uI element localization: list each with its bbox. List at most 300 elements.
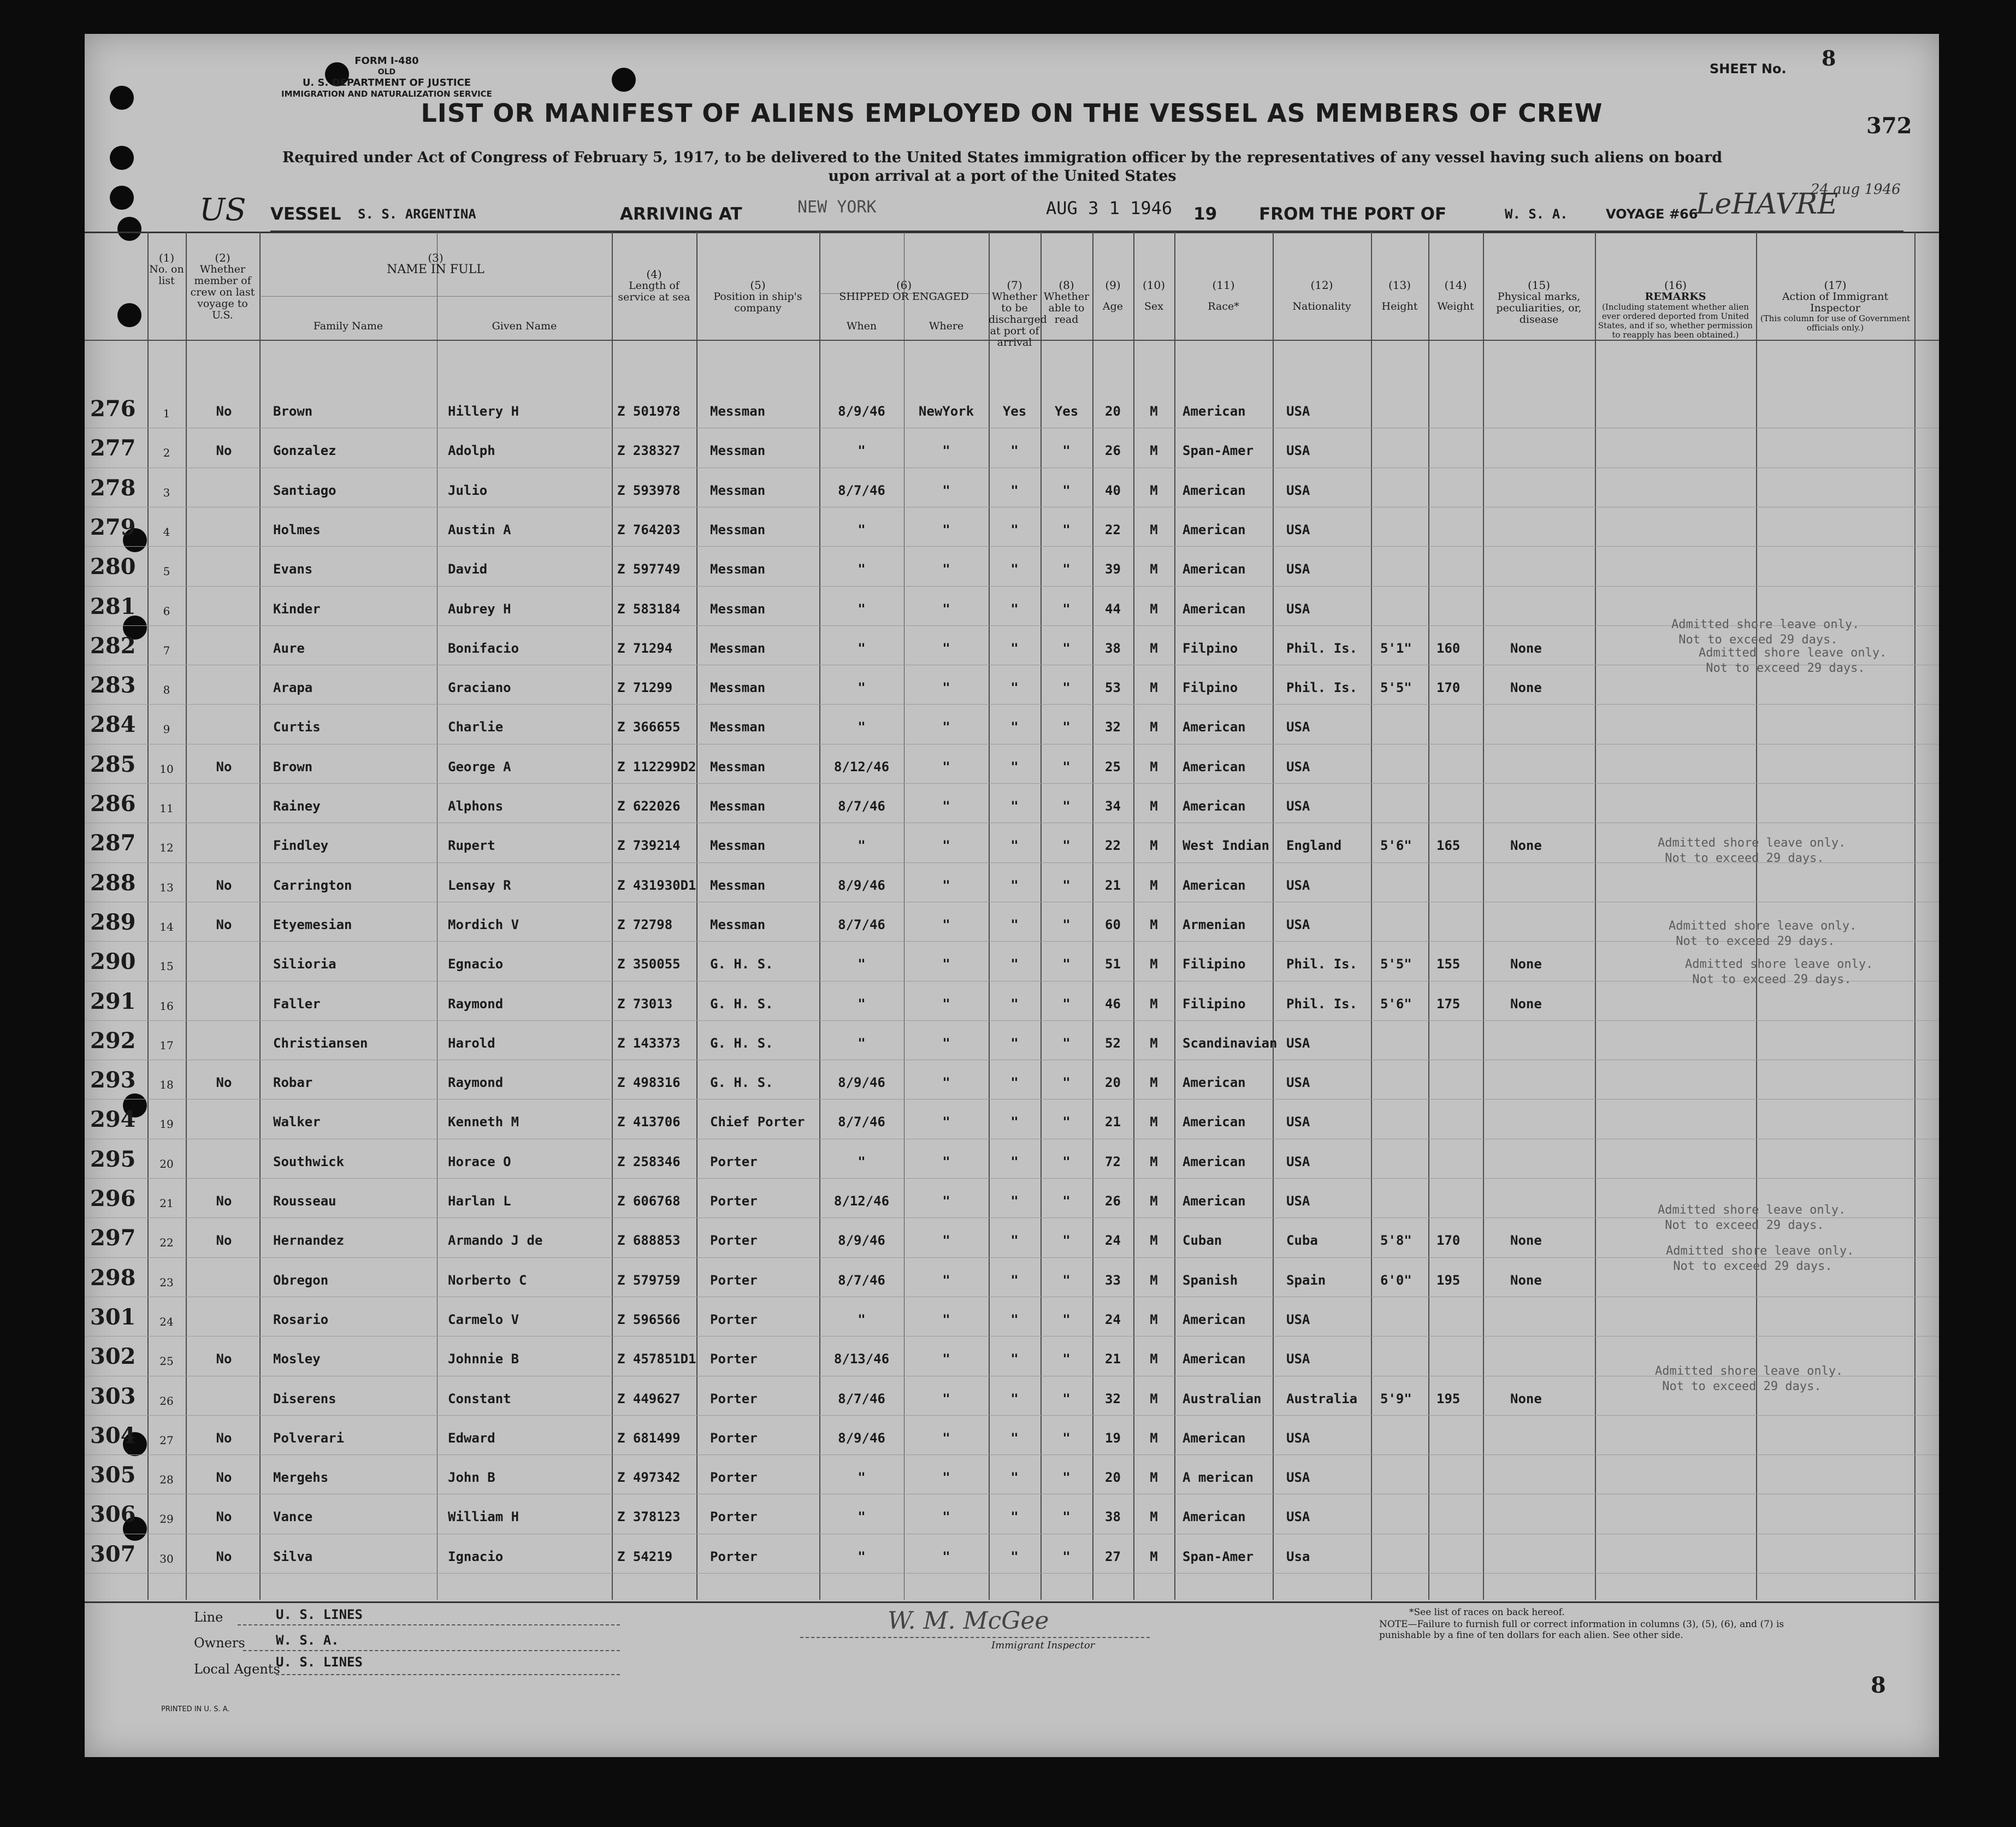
cell-discharged: " xyxy=(1010,759,1019,774)
cell-service: Z 72798 xyxy=(617,917,673,932)
cell-where: " xyxy=(942,799,950,814)
cell-service: Z 54219 xyxy=(617,1548,673,1564)
cell-age: 26 xyxy=(1105,443,1121,459)
remark-stamp: Admitted shore leave only. Not to exceed 29 days. xyxy=(1669,919,1857,948)
table-row xyxy=(85,431,1939,470)
list-number: 13 xyxy=(159,880,174,894)
owners-label: Owners xyxy=(194,1635,245,1651)
col-head-11: (11) Race* xyxy=(1208,279,1239,312)
cell-height: 5'1" xyxy=(1380,640,1412,656)
cell-age: 21 xyxy=(1105,1114,1121,1130)
sheet-entry-number: 303 xyxy=(90,1383,136,1409)
list-number: 15 xyxy=(159,960,174,973)
cell-age: 22 xyxy=(1105,522,1121,537)
cell-sex: M xyxy=(1150,1154,1158,1169)
cell-position: Porter xyxy=(710,1233,758,1249)
cell-marks: None xyxy=(1510,838,1542,854)
cell-race: Filipino xyxy=(1183,956,1246,972)
cell-discharged: " xyxy=(1010,601,1019,617)
cell-last: No xyxy=(216,1509,232,1525)
cell-marks: None xyxy=(1510,1233,1542,1249)
table-row xyxy=(85,944,1939,984)
sheet-entry-number: 294 xyxy=(90,1107,136,1133)
cell-when: 8/12/46 xyxy=(833,1193,890,1209)
cell-when: 8/12/46 xyxy=(833,759,890,774)
cell-where: " xyxy=(942,1272,950,1288)
cell-when: 8/7/46 xyxy=(838,1114,885,1130)
cell-where: " xyxy=(942,1509,950,1525)
cell-sex: M xyxy=(1150,640,1158,656)
cell-where: " xyxy=(942,1075,950,1091)
cell-nationality: USA xyxy=(1286,1430,1310,1446)
cell-nationality: USA xyxy=(1286,482,1310,498)
cell-age: 21 xyxy=(1105,1351,1121,1367)
cell-given: Austin A xyxy=(448,522,511,537)
cell-given: Kenneth M xyxy=(448,1114,519,1130)
cell-read: " xyxy=(1062,561,1071,577)
cell-sex: M xyxy=(1150,1075,1158,1091)
cell-position: Porter xyxy=(710,1154,758,1169)
cell-discharged: " xyxy=(1010,1233,1019,1249)
cell-weight: 175 xyxy=(1436,996,1461,1012)
cell-family: Vance xyxy=(273,1509,313,1525)
cell-age: 33 xyxy=(1105,1272,1121,1288)
cell-race: American xyxy=(1183,1193,1246,1209)
list-number: 9 xyxy=(163,723,170,736)
cell-height: 5'6" xyxy=(1380,996,1412,1012)
cell-sex: M xyxy=(1150,1391,1158,1406)
cell-race: American xyxy=(1183,404,1246,419)
remark-stamp: Admitted shore leave only. Not to exceed 29 days. xyxy=(1658,1203,1846,1232)
col-head-10: (10) Sex xyxy=(1142,279,1166,312)
cell-age: 38 xyxy=(1105,640,1121,656)
cell-when: " xyxy=(858,640,866,656)
cell-discharged: " xyxy=(1010,680,1019,696)
remark-stamp: Admitted shore leave only. Not to exceed 29 days. xyxy=(1655,1364,1843,1393)
cell-age: 38 xyxy=(1105,1509,1121,1525)
cell-sex: M xyxy=(1150,1114,1158,1130)
cell-age: 22 xyxy=(1105,838,1121,854)
cell-nationality: England xyxy=(1286,838,1342,854)
cell-position: Messman xyxy=(710,917,766,932)
sheet-entry-number: 306 xyxy=(90,1501,136,1528)
cell-last: No xyxy=(216,877,232,893)
cell-family: Kinder xyxy=(273,601,321,617)
cell-when: " xyxy=(858,680,866,696)
cell-nationality: USA xyxy=(1286,1311,1310,1327)
cell-family: Rainey xyxy=(273,799,321,814)
cell-service: Z 498316 xyxy=(617,1075,681,1091)
cell-age: 25 xyxy=(1105,759,1121,774)
cell-age: 53 xyxy=(1105,680,1121,696)
cell-given: Julio xyxy=(448,482,488,498)
cell-age: 20 xyxy=(1105,1470,1121,1486)
cell-service: Z 579759 xyxy=(617,1272,681,1288)
cell-family: Rosario xyxy=(273,1311,329,1327)
col-head-12: (12) Nationality xyxy=(1292,279,1351,312)
cell-age: 72 xyxy=(1105,1154,1121,1169)
cell-position: Messman xyxy=(710,482,766,498)
cell-where: " xyxy=(942,1470,950,1486)
cell-where: " xyxy=(942,1114,950,1130)
cell-service: Z 449627 xyxy=(617,1391,681,1406)
list-number: 21 xyxy=(159,1197,174,1210)
cell-service: Z 378123 xyxy=(617,1509,681,1525)
cell-service: Z 71294 xyxy=(617,640,673,656)
cell-discharged: " xyxy=(1010,1154,1019,1169)
cell-race: Filpino xyxy=(1183,640,1238,656)
document-title: LIST OR MANIFEST OF ALIENS EMPLOYED ON THE VESSEL AS MEMBERS OF CREW xyxy=(421,98,1603,128)
cell-nationality: Australia xyxy=(1286,1391,1358,1406)
cell-service: Z 350055 xyxy=(617,956,681,972)
table-row xyxy=(85,471,1939,510)
cell-where: " xyxy=(942,522,950,537)
form-identifier xyxy=(281,56,492,99)
cell-race: American xyxy=(1183,561,1246,577)
list-number: 7 xyxy=(163,643,170,657)
col-head-4: (4) Length of service at sea xyxy=(618,268,690,303)
col-head-family: Family Name xyxy=(313,320,383,332)
cell-last: No xyxy=(216,917,232,932)
form-sub: OLD xyxy=(377,68,396,76)
cell-sex: M xyxy=(1150,719,1158,735)
cell-given: David xyxy=(448,561,488,577)
list-number: 24 xyxy=(159,1315,174,1328)
cell-race: Australian xyxy=(1183,1391,1262,1406)
sheet-entry-number: 304 xyxy=(90,1422,136,1448)
cell-race: American xyxy=(1183,1075,1246,1091)
cell-nationality: Phil. Is. xyxy=(1286,956,1358,972)
arriving-port: NEW YORK xyxy=(797,198,877,217)
sheet-entry-number: 284 xyxy=(90,712,136,738)
cell-when: 8/9/46 xyxy=(838,1430,885,1446)
cell-when: " xyxy=(858,601,866,617)
cell-weight: 170 xyxy=(1436,680,1461,696)
cell-read: " xyxy=(1062,640,1071,656)
cell-read: " xyxy=(1062,1035,1071,1051)
cell-when: 8/7/46 xyxy=(838,799,885,814)
col-head-where: Where xyxy=(929,320,964,332)
cell-race: American xyxy=(1183,1154,1246,1169)
sheet-entry-number: 307 xyxy=(90,1541,136,1567)
cell-discharged: " xyxy=(1010,799,1019,814)
agents-value: U. S. LINES xyxy=(276,1654,363,1670)
cell-discharged: " xyxy=(1010,1430,1019,1446)
sheet-entry-number: 285 xyxy=(90,751,136,777)
cell-read: " xyxy=(1062,680,1071,696)
cell-age: 32 xyxy=(1105,1391,1121,1406)
cell-position: Porter xyxy=(710,1548,758,1564)
cell-weight: 170 xyxy=(1436,1233,1461,1249)
cell-position: G. H. S. xyxy=(710,996,773,1012)
cell-where: " xyxy=(942,1035,950,1051)
cell-nationality: USA xyxy=(1286,561,1310,577)
cell-given: Adolph xyxy=(448,443,495,459)
document-subtitle: Required under Act of Congress of February 5, 1917, to be delivered to the United States immigration officer by the representatives of any vessel having such aliens on board upon arrival at a port of the United States xyxy=(282,149,1723,185)
col-head-2: (2) Whether member of crew on last voyage to U.S. xyxy=(190,251,255,321)
cell-position: Porter xyxy=(710,1272,758,1288)
owners-value: W. S. A. xyxy=(276,1633,339,1648)
cell-discharged: " xyxy=(1010,917,1019,932)
cell-where: " xyxy=(942,680,950,696)
cell-position: Messman xyxy=(710,561,766,577)
cell-age: 20 xyxy=(1105,404,1121,419)
cell-sex: M xyxy=(1150,1233,1158,1249)
cell-read: " xyxy=(1062,522,1071,537)
races-note: *See list of races on back hereof. xyxy=(1409,1607,1565,1618)
table-row xyxy=(85,747,1939,787)
sheet-entry-number: 292 xyxy=(90,1027,136,1054)
cell-race: American xyxy=(1183,759,1246,774)
sheet-entry-number: 278 xyxy=(90,475,136,501)
cell-read: " xyxy=(1062,1233,1071,1249)
cell-read: " xyxy=(1062,1154,1071,1169)
cell-service: Z 431930D1 xyxy=(617,877,696,893)
cell-given: Carmelo V xyxy=(448,1311,519,1327)
cell-family: Evans xyxy=(273,561,313,577)
cell-discharged: " xyxy=(1010,443,1019,459)
cell-service: Z 739214 xyxy=(617,838,681,854)
cell-family: Findley xyxy=(273,838,329,854)
cell-when: " xyxy=(858,443,866,459)
list-number: 14 xyxy=(159,920,174,933)
cell-where: " xyxy=(942,1154,950,1169)
remark-stamp: Admitted shore leave only. Not to exceed 29 days. xyxy=(1666,1244,1854,1273)
list-number: 8 xyxy=(163,683,170,697)
cell-service: Z 413706 xyxy=(617,1114,681,1130)
department: U. S. DEPARTMENT OF JUSTICE xyxy=(302,77,471,88)
cell-where: " xyxy=(942,482,950,498)
table-row xyxy=(85,787,1939,826)
cell-service: Z 688853 xyxy=(617,1233,681,1249)
cell-where: " xyxy=(942,956,950,972)
cell-race: West Indian xyxy=(1183,838,1269,854)
from-port: W. S. A. xyxy=(1505,206,1568,222)
cell-where: NewYork xyxy=(918,404,974,419)
punch-hole xyxy=(612,68,636,92)
table-row xyxy=(85,866,1939,905)
cell-given: Egnacio xyxy=(448,956,504,972)
cell-read: " xyxy=(1062,956,1071,972)
table-row xyxy=(85,1142,1939,1181)
cell-nationality: USA xyxy=(1286,1470,1310,1486)
cell-race: American xyxy=(1183,601,1246,617)
cell-where: " xyxy=(942,1233,950,1249)
cell-race: American xyxy=(1183,877,1246,893)
cell-sex: M xyxy=(1150,1193,1158,1209)
cell-given: Mordich V xyxy=(448,917,519,932)
sheet-entry-number: 293 xyxy=(90,1067,136,1093)
cell-age: 46 xyxy=(1105,996,1121,1012)
list-number: 20 xyxy=(159,1157,174,1170)
arriving-label: ARRIVING AT xyxy=(620,204,742,224)
cell-when: " xyxy=(858,1509,866,1525)
cell-sex: M xyxy=(1150,1548,1158,1564)
cell-nationality: USA xyxy=(1286,1351,1310,1367)
cell-given: Alphons xyxy=(448,799,504,814)
sheet-entry-number: 290 xyxy=(90,949,136,975)
sheet-entry-number: 295 xyxy=(90,1146,136,1172)
list-number: 25 xyxy=(159,1355,174,1368)
sheet-entry-number: 298 xyxy=(90,1264,136,1291)
cell-read: " xyxy=(1062,1075,1071,1091)
cell-nationality: USA xyxy=(1286,1193,1310,1209)
cell-family: Curtis xyxy=(273,719,321,735)
cell-nationality: Phil. Is. xyxy=(1286,996,1358,1012)
cell-last: No xyxy=(216,1430,232,1446)
cell-race: American xyxy=(1183,482,1246,498)
voyage-label: VOYAGE # xyxy=(1606,206,1680,222)
cell-sex: M xyxy=(1150,996,1158,1012)
cell-family: Southwick xyxy=(273,1154,345,1169)
cell-last: No xyxy=(216,1075,232,1091)
cell-family: Obregon xyxy=(273,1272,329,1288)
cell-sex: M xyxy=(1150,838,1158,854)
cell-race: Filpino xyxy=(1183,680,1238,696)
cell-given: Graciano xyxy=(448,680,511,696)
cell-position: Porter xyxy=(710,1311,758,1327)
remark-stamp: Admitted shore leave only. Not to exceed 29 days. xyxy=(1685,957,1873,986)
cell-discharged: " xyxy=(1010,522,1019,537)
cell-position: Messman xyxy=(710,877,766,893)
remark-stamp: Admitted shore leave only. Not to exceed 29 days. xyxy=(1658,836,1846,865)
table-row xyxy=(85,629,1939,668)
cell-when: " xyxy=(858,956,866,972)
form-number: FORM I-480 xyxy=(354,55,419,67)
cell-given: Raymond xyxy=(448,996,504,1012)
table-row xyxy=(85,549,1939,589)
cell-nationality: USA xyxy=(1286,719,1310,735)
cell-family: Silioria xyxy=(273,956,336,972)
service: IMMIGRATION AND NATURALIZATION SERVICE xyxy=(281,89,492,99)
cell-when: 8/13/46 xyxy=(833,1351,890,1367)
cell-discharged: " xyxy=(1010,1509,1019,1525)
cell-service: Z 258346 xyxy=(617,1154,681,1169)
cell-where: " xyxy=(942,601,950,617)
table-row xyxy=(85,510,1939,549)
cell-nationality: Phil. Is. xyxy=(1286,680,1358,696)
cell-service: Z 73013 xyxy=(617,996,673,1012)
sheet-entry-number: 296 xyxy=(90,1186,136,1211)
sheet-entry-number: 287 xyxy=(90,830,136,856)
cell-nationality: Cuba xyxy=(1286,1233,1318,1249)
cell-position: Messman xyxy=(710,719,766,735)
cell-when: 8/7/46 xyxy=(838,482,885,498)
cell-when: 8/9/46 xyxy=(838,1075,885,1091)
cell-family: Diserens xyxy=(273,1391,336,1406)
cell-service: Z 593978 xyxy=(617,482,681,498)
sheet-entry-number: 289 xyxy=(90,909,136,935)
cell-sex: M xyxy=(1150,404,1158,419)
cell-when: 8/9/46 xyxy=(838,877,885,893)
cell-when: " xyxy=(858,1311,866,1327)
cell-service: Z 606768 xyxy=(617,1193,681,1209)
cell-read: " xyxy=(1062,1391,1071,1406)
cell-age: 19 xyxy=(1105,1430,1121,1446)
cell-race: American xyxy=(1183,1509,1246,1525)
cell-race: American xyxy=(1183,1311,1246,1327)
cell-when: 8/7/46 xyxy=(838,1272,885,1288)
cell-nationality: USA xyxy=(1286,1114,1310,1130)
cell-race: American xyxy=(1183,719,1246,735)
table-row xyxy=(85,1024,1939,1063)
cell-when: 8/7/46 xyxy=(838,917,885,932)
cell-marks: None xyxy=(1510,680,1542,696)
cell-service: Z 597749 xyxy=(617,561,681,577)
cell-service: Z 112299D2 xyxy=(617,759,696,774)
cell-service: Z 583184 xyxy=(617,601,681,617)
cell-marks: None xyxy=(1510,956,1542,972)
cell-age: 21 xyxy=(1105,877,1121,893)
cell-sex: M xyxy=(1150,443,1158,459)
cell-position: Messman xyxy=(710,838,766,854)
cell-read: " xyxy=(1062,799,1071,814)
col-head-13: (13) Height xyxy=(1381,279,1418,312)
cell-family: Mergehs xyxy=(273,1470,329,1486)
cell-position: G. H. S. xyxy=(710,956,773,972)
col-head-3: (3) NAME IN FULL xyxy=(387,251,484,276)
cell-sex: M xyxy=(1150,1272,1158,1288)
cell-race: Filipino xyxy=(1183,996,1246,1012)
cell-family: Arapa xyxy=(273,680,313,696)
cell-where: " xyxy=(942,1548,950,1564)
cell-family: Faller xyxy=(273,996,321,1012)
cell-where: " xyxy=(942,719,950,735)
cell-read: " xyxy=(1062,601,1071,617)
cell-sex: M xyxy=(1150,1470,1158,1486)
cell-service: Z 366655 xyxy=(617,719,681,735)
cell-discharged: " xyxy=(1010,640,1019,656)
cell-where: " xyxy=(942,640,950,656)
cell-when: " xyxy=(858,522,866,537)
vessel-name: S. S. ARGENTINA xyxy=(358,206,476,222)
cell-discharged: " xyxy=(1010,996,1019,1012)
cell-position: Porter xyxy=(710,1430,758,1446)
sheet-entry-number: 301 xyxy=(90,1304,136,1330)
cell-where: " xyxy=(942,1351,950,1367)
col-head-6: (6) SHIPPED OR ENGAGED xyxy=(839,279,969,303)
col-head-17: (17) Action of Immigrant Inspector (This column for use of Government officials only.) xyxy=(1760,279,1911,333)
cell-given: George A xyxy=(448,759,511,774)
cell-where: " xyxy=(942,996,950,1012)
page-stamp: 372 xyxy=(1866,113,1912,139)
cell-service: Z 681499 xyxy=(617,1430,681,1446)
sheet-entry-number: 277 xyxy=(90,435,136,462)
cell-given: Edward xyxy=(448,1430,495,1446)
table-row xyxy=(85,905,1939,944)
cell-service: Z 497342 xyxy=(617,1470,681,1486)
list-number: 5 xyxy=(163,565,170,578)
cell-when: " xyxy=(858,561,866,577)
cell-discharged: " xyxy=(1010,956,1019,972)
list-number: 1 xyxy=(163,407,170,420)
cell-race: Span-Amer xyxy=(1183,443,1254,459)
cell-height: 5'9" xyxy=(1380,1391,1412,1406)
cell-where: " xyxy=(942,1311,950,1327)
cell-given: Rupert xyxy=(448,838,495,854)
cell-age: 39 xyxy=(1105,561,1121,577)
page-number-bottom: 8 xyxy=(1871,1672,1886,1698)
cell-race: Scandinavian xyxy=(1183,1035,1278,1051)
punch-hole xyxy=(110,146,134,170)
cell-given: Armando J de xyxy=(448,1233,543,1249)
cell-given: Lensay R xyxy=(448,877,511,893)
cell-last: No xyxy=(216,759,232,774)
cell-nationality: USA xyxy=(1286,601,1310,617)
cell-given: Charlie xyxy=(448,719,504,735)
cell-marks: None xyxy=(1510,1272,1542,1288)
cell-sex: M xyxy=(1150,601,1158,617)
